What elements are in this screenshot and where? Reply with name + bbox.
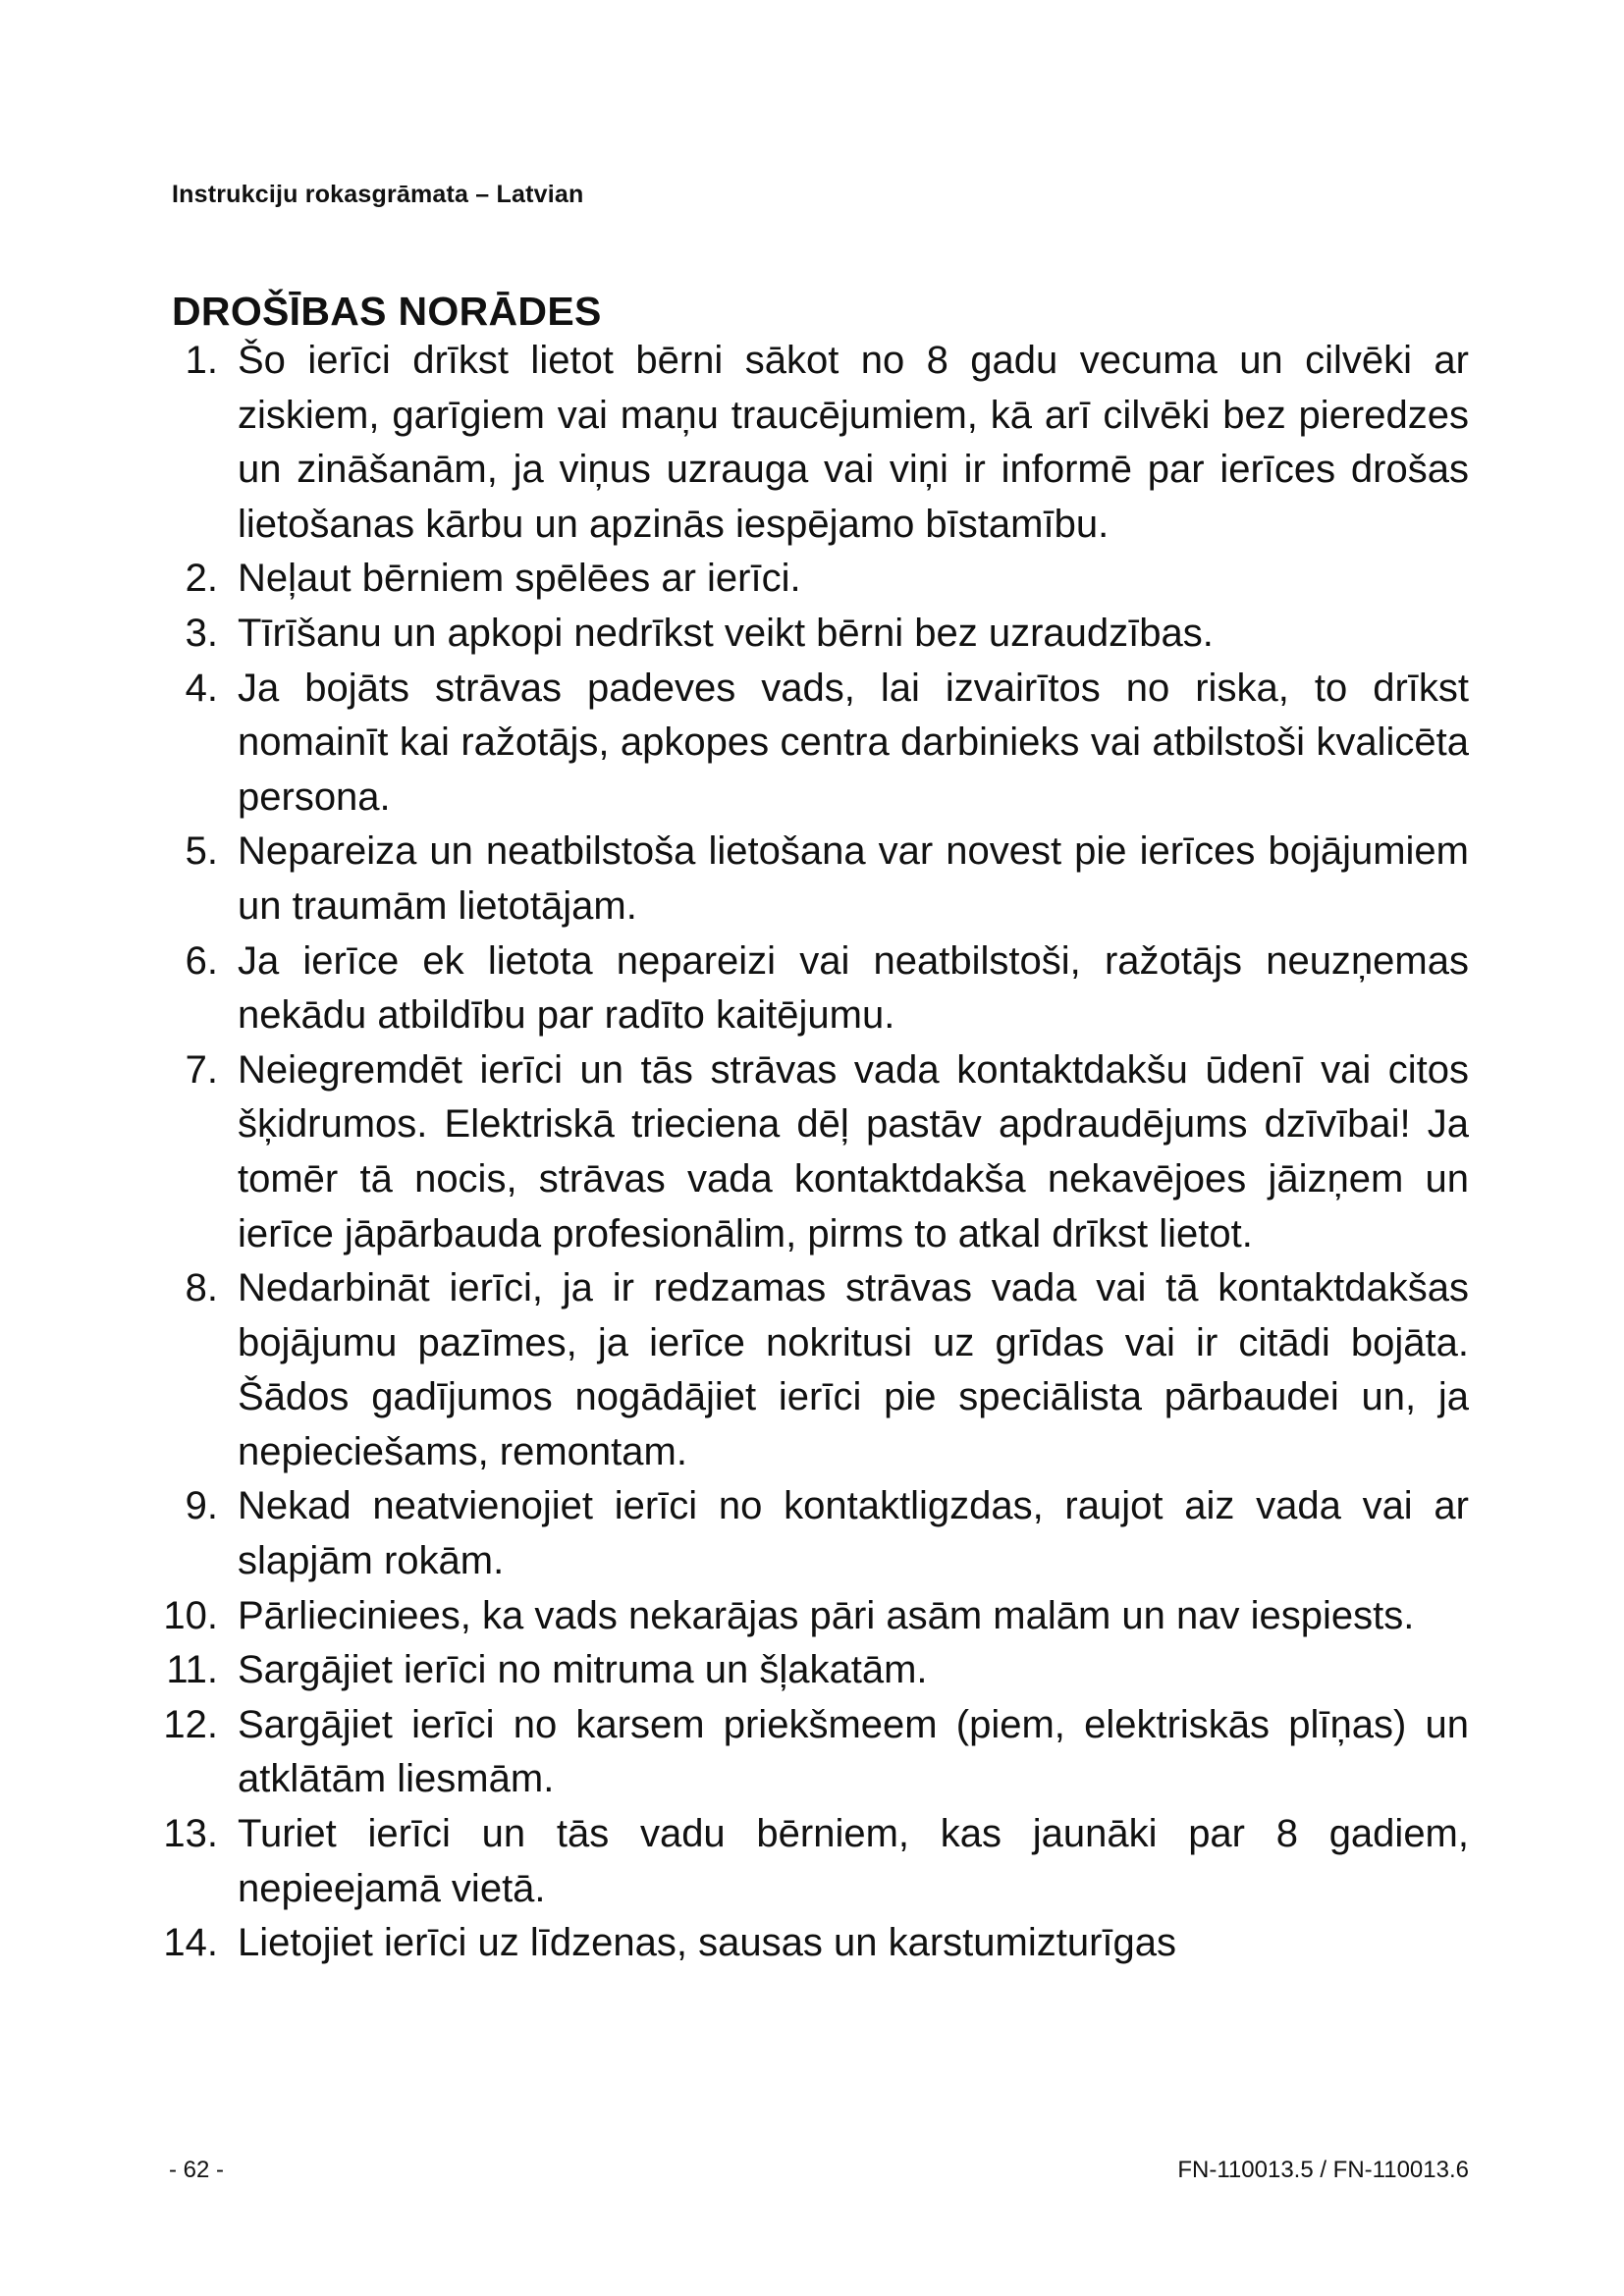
list-item-number: 3. bbox=[185, 611, 218, 655]
list-item-number: 5. bbox=[185, 829, 218, 874]
list-item-text: Nedarbināt ierīci, ja ir redzamas strāvas vada vai tā kontaktdakšas bojājumu pazīmes, ja ierīce nokritusi uz grīdas vai ir citādi bojāta. Šādos gadījumos nogādājiet ierīci pie speciālista pārbaudei un, ja nepieciešams, remontam. bbox=[238, 1266, 1469, 1473]
list-item-number: 4. bbox=[185, 666, 218, 710]
list-item bbox=[137, 1043, 1469, 1261]
section-title: DROŠĪBAS NORĀDES bbox=[172, 289, 602, 334]
list-item bbox=[137, 334, 1469, 552]
list-item-text: Neļaut bērniem spēlēes ar ierīci. bbox=[238, 557, 801, 601]
list-item-number: 13. bbox=[163, 1812, 218, 1856]
page-number: - 62 - bbox=[169, 2157, 225, 2183]
list-item-text: Pārlieciniees, ka vads nekarājas pāri asām malām un nav iespiests. bbox=[238, 1593, 1415, 1637]
list-item-number: 6. bbox=[185, 938, 218, 983]
list-item-number: 12. bbox=[163, 1702, 218, 1746]
list-item bbox=[137, 1261, 1469, 1479]
list-item bbox=[137, 1479, 1469, 1588]
list-item-number: 8. bbox=[185, 1266, 218, 1310]
list-item-text: Turiet ierīci un tās vadu bērniem, kas jaunāki par 8 gadiem, nepieejamā vietā. bbox=[238, 1812, 1469, 1910]
list-item-number: 9. bbox=[185, 1484, 218, 1528]
list-item-text: Nepareiza un neatbilstoša lietošana var novest pie ierīces bojājumiem un traumām lietotājam. bbox=[238, 829, 1469, 928]
list-item bbox=[137, 1698, 1469, 1807]
list-item-number: 10. bbox=[163, 1593, 218, 1637]
list-item bbox=[137, 934, 1469, 1043]
list-item bbox=[137, 1807, 1469, 1916]
list-item bbox=[137, 1643, 1469, 1698]
list-item-text: Šo ierīci drīkst lietot bērni sākot no 8 gadu vecuma un cilvēki ar ziskiem, garīgiem vai maņu traucējumiem, kā arī cilvēki bez pieredzes un zināšanām, ja viņus uzrauga vai viņi ir informē par ierīces drošas lietošanas kārbu un apzinās iespējamo bīstamību. bbox=[238, 339, 1469, 546]
list-item bbox=[137, 662, 1469, 826]
list-item-text: Ja ierīce ek lietota nepareizi vai neatbilstoši, ražotājs neuzņemas nekādu atbildību par radīto kaitējumu. bbox=[238, 938, 1469, 1038]
model-codes: FN-110013.5 / FN-110013.6 bbox=[1177, 2157, 1469, 2183]
list-item-text: Ja bojāts strāvas padeves vads, lai izvairītos no riska, to drīkst nomainīt kai ražotājs, apkopes centra darbinieks vai atbilstoši kvalicēta persona. bbox=[238, 666, 1469, 819]
list-item-number: 11. bbox=[166, 1648, 218, 1692]
running-header: Instrukciju rokasgrāmata – Latvian bbox=[172, 181, 584, 208]
list-item-text: Sargājiet ierīci no mitruma un šļakatām. bbox=[238, 1648, 928, 1692]
list-item bbox=[137, 1916, 1469, 1971]
list-item bbox=[137, 607, 1469, 662]
list-item-text: Lietojiet ierīci uz līdzenas, sausas un karstumizturīgas bbox=[238, 1921, 1176, 1965]
list-item-text: Neiegremdēt ierīci un tās strāvas vada kontaktdakšu ūdenī vai citos šķidrumos. Elektriskā trieciena dēļ pastāv apdraudējums dzīvībai! Ja tomēr tā nocis, strāvas vada kontaktdakša nekavējoes jāizņem un ierīce jāpārbauda profesionālim, pirms to atkal drīkst lietot. bbox=[238, 1047, 1469, 1255]
list-item-number: 14. bbox=[163, 1921, 218, 1965]
list-item-text: Nekad neatvienojiet ierīci no kontaktligzdas, raujot aiz vada vai ar slapjām rokām. bbox=[238, 1484, 1469, 1583]
list-item-text: Sargājiet ierīci no karsem priekšmeem (piem, elektriskās plīņas) un atklātām liesmām. bbox=[238, 1702, 1469, 1801]
list-item-text: Tīrīšanu un apkopi nedrīkst veikt bērni bez uzraudzības. bbox=[238, 611, 1214, 655]
list-item bbox=[137, 1589, 1469, 1644]
list-item bbox=[137, 552, 1469, 607]
list-item-number: 7. bbox=[185, 1047, 218, 1092]
list-item-number: 2. bbox=[185, 557, 218, 601]
safety-instructions-list bbox=[137, 334, 1469, 1971]
list-item-number: 1. bbox=[185, 339, 218, 382]
list-item bbox=[137, 825, 1469, 934]
